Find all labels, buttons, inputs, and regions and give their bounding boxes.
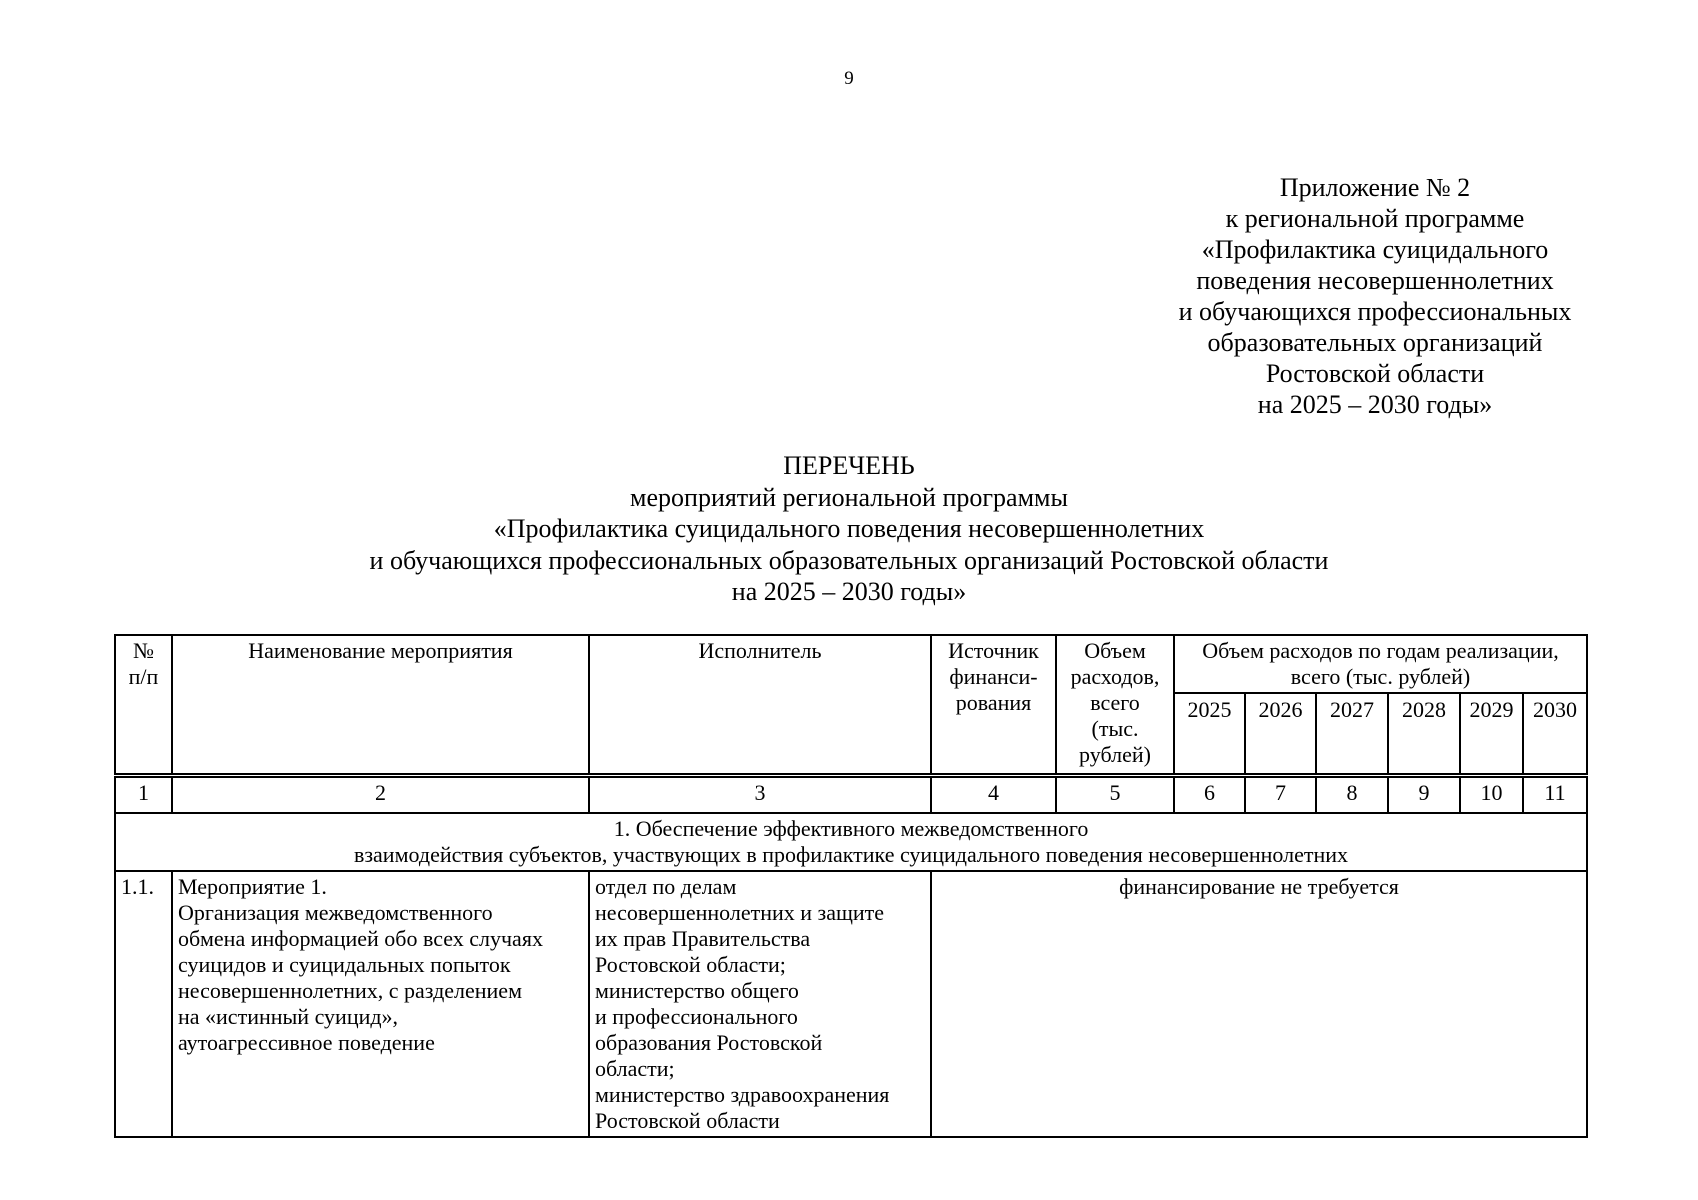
row-executor-line: и профессионального [595,1003,798,1029]
column-number: 7 [1245,775,1316,813]
header-source [931,635,1056,775]
header-by-years-line: Объем расходов по годам реализации, [1202,638,1559,663]
column-number: 9 [1388,775,1460,813]
header-name: Наименование мероприятия [172,635,589,775]
section-title-line: взаимодействия субъектов, участвующих в профилактике суицидального поведения несовершеннолетних [353,841,1349,867]
row-name-line: несовершеннолетних, с разделением [178,977,522,1003]
section-title-line: 1. Обеспечение эффективного межведомственного [613,815,1089,841]
appendix-line: на 2025 – 2030 годы» [1257,390,1493,419]
row-executor-line: Ростовской области [595,1107,780,1133]
appendix-line: «Профилактика суицидального [1201,235,1549,264]
header-row [115,635,1587,693]
appendix-line: Приложение № 2 [1279,173,1471,202]
heading-line: «Профилактика суицидального поведения несовершеннолетних [493,514,1205,543]
row-executor-line: их прав Правительства [595,925,811,951]
row-executor-line: отдел по делам [595,873,737,899]
header-year: 2028 [1388,693,1460,775]
header-total-line: Объем [1084,638,1146,663]
column-number: 3 [589,775,931,813]
column-number: 5 [1056,775,1174,813]
header-num-line: № [133,638,154,663]
header-year: 2025 [1174,693,1245,775]
row-name-line: обмена информацией обо всех случаях [178,925,543,951]
measures-table [114,634,1588,1138]
column-number: 6 [1174,775,1245,813]
column-number: 8 [1316,775,1388,813]
header-by-years [1174,635,1587,693]
heading-line: мероприятий региональной программы [630,482,1068,512]
header-source-line: финанси- [949,664,1038,689]
section-row [115,813,1587,871]
row-name-line: Мероприятие 1. [178,873,327,899]
appendix-line: образовательных организаций [1207,328,1543,357]
row-name-line: Организация межведомственного [178,899,493,925]
appendix-line: поведения несовершеннолетних [1196,266,1554,295]
row-executor-line: несовершеннолетних и защите [595,899,885,925]
header-year: 2030 [1523,693,1587,775]
row-executor-line: министерство общего [595,977,799,1003]
header-source-line: рования [955,690,1032,715]
header-total-line: расходов, [1070,664,1160,689]
document-heading [0,450,1698,608]
row-financing: финансирование не требуется [931,871,1587,1137]
page-number: 9 [844,68,854,89]
header-total-line: всего [1090,690,1140,715]
header-num-line: п/п [128,664,159,689]
column-number: 2 [172,775,589,813]
row-executor-line: Ростовской области; [595,951,786,977]
column-number: 11 [1523,775,1587,813]
heading-line: и обучающихся профессиональных образовательных организаций Ростовской области [369,545,1329,575]
appendix-line: к региональной программе [1225,204,1525,233]
header-year: 2026 [1245,693,1316,775]
header-total [1056,635,1174,775]
row-name-line: суицидов и суицидальных попыток [178,951,511,977]
table-row [115,871,1587,1137]
appendix-line: и обучающихся профессиональных [1178,297,1572,326]
header-year: 2029 [1460,693,1523,775]
row-name [172,871,589,1137]
row-executor-line: области; [595,1055,675,1081]
header-source-line: Источник [948,638,1039,663]
section-title [115,813,1587,871]
column-number: 4 [931,775,1056,813]
header-year: 2027 [1316,693,1388,775]
column-number: 10 [1460,775,1523,813]
row-executor-line: образования Ростовской [595,1029,823,1055]
header-total-line: рублей) [1079,742,1151,767]
header-num [115,635,172,775]
row-num: 1.1. [115,871,172,1137]
header-total-line: (тыс. [1091,716,1139,741]
row-executor [589,871,931,1137]
heading-title: ПЕРЕЧЕНЬ [783,451,915,480]
header-by-years-line: всего (тыс. рублей) [1290,664,1471,689]
column-numbers-row [115,775,1587,813]
heading-line: на 2025 – 2030 годы» [731,577,967,606]
appendix-line: Ростовской области [1265,359,1485,388]
header-executor: Исполнитель [589,635,931,775]
appendix-block [1120,172,1630,420]
column-number: 1 [115,775,172,813]
row-name-line: на «истинный суицид», [178,1003,399,1029]
row-name-line: аутоагрессивное поведение [178,1029,435,1055]
row-executor-line: министерство здравоохранения [595,1081,890,1107]
